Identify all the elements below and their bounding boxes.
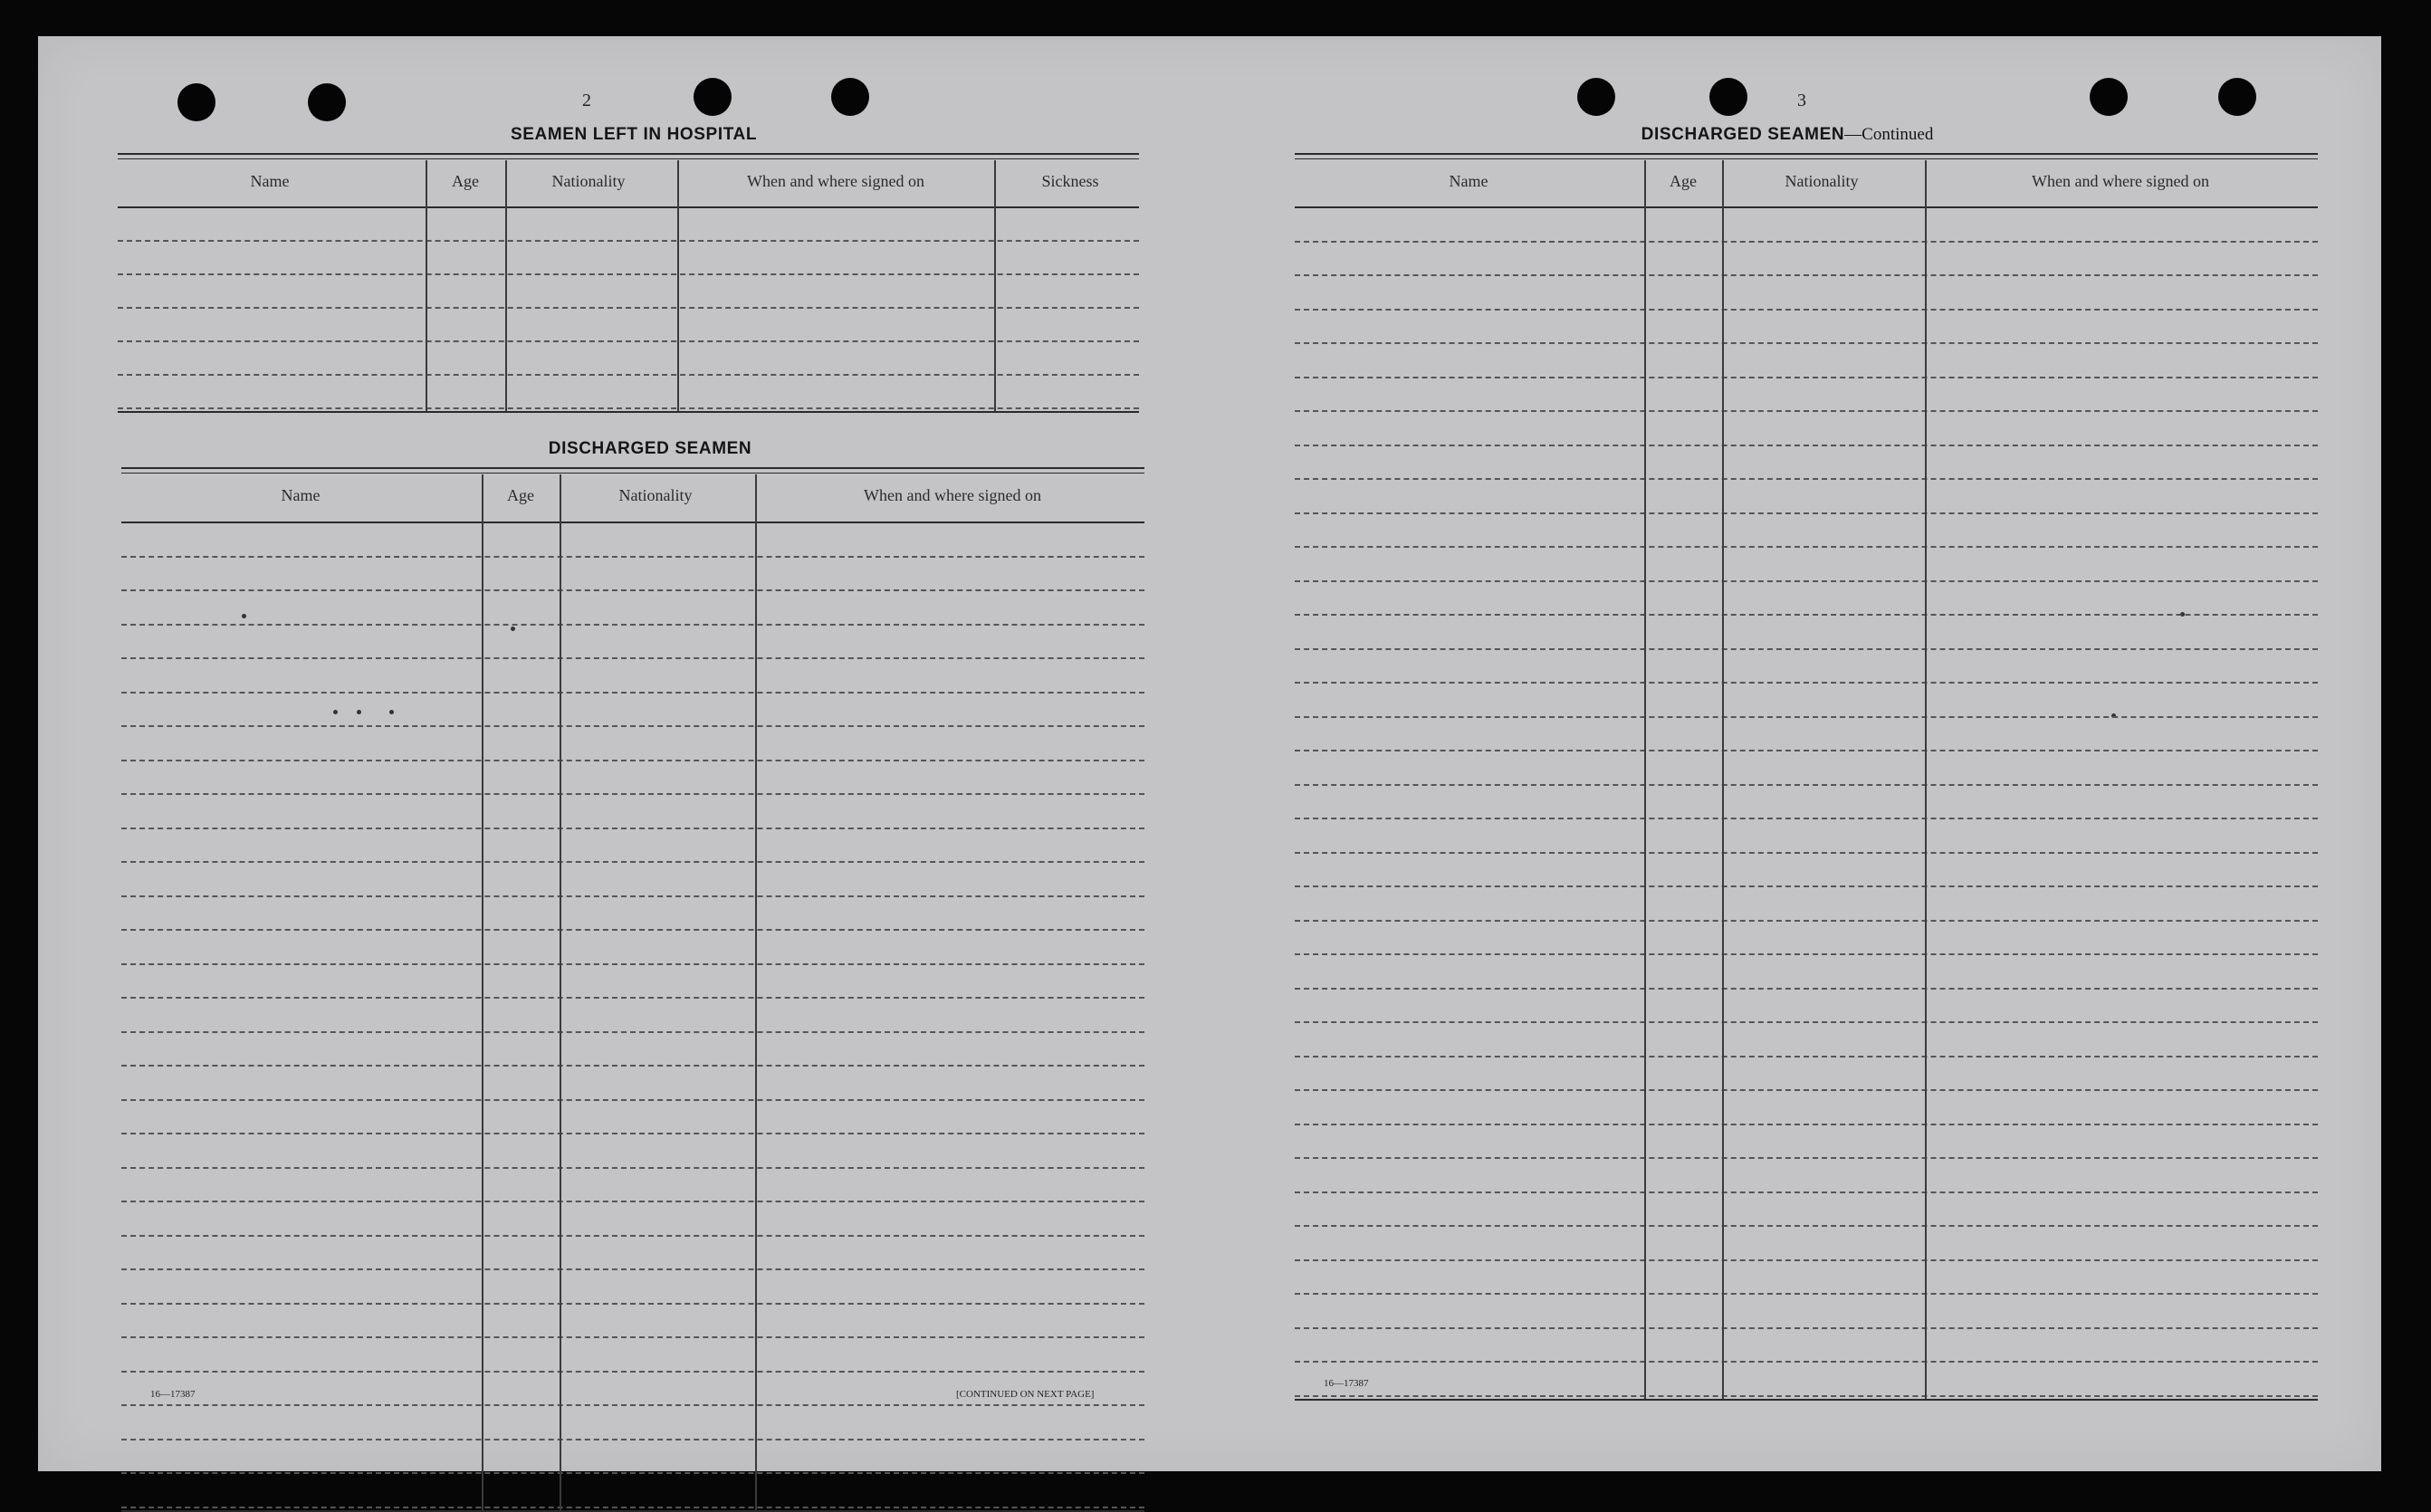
- right-col-name: Name: [1449, 172, 1488, 190]
- ruled-line: [1295, 818, 2318, 819]
- table-bottom-rule: [1295, 1399, 2318, 1401]
- binder-hole: [2090, 78, 2128, 116]
- ink-speck: [511, 627, 515, 631]
- column-divider: [755, 474, 757, 1510]
- ruled-line: [121, 725, 1144, 727]
- ruled-line: [1295, 445, 2318, 446]
- hospital-col-nationality: Nationality: [551, 172, 626, 190]
- ruled-line: [121, 1031, 1144, 1033]
- right-discharged-title-suffix: —Continued: [1844, 125, 1934, 144]
- ruled-line: [1295, 750, 2318, 751]
- ruled-line: [118, 374, 1139, 376]
- table-bottom-rule: [121, 1510, 1144, 1512]
- table-bottom-rule: [118, 411, 1139, 413]
- ruled-line: [1295, 682, 2318, 684]
- ruled-line: [1295, 1124, 2318, 1125]
- ruled-line: [121, 1404, 1144, 1406]
- ruled-line: [118, 407, 1139, 409]
- binder-hole: [1709, 78, 1747, 116]
- left-form-number: 16—17387: [150, 1389, 196, 1400]
- column-divider: [1925, 160, 1927, 1399]
- ruled-line: [121, 760, 1144, 761]
- ruled-line: [1295, 241, 2318, 243]
- column-divider: [560, 474, 561, 1510]
- ruled-line: [118, 307, 1139, 309]
- ruled-line: [1295, 1089, 2318, 1091]
- ruled-line: [1295, 988, 2318, 990]
- ruled-line: [121, 1439, 1144, 1440]
- ruled-line: [121, 1065, 1144, 1067]
- ruled-line: [1295, 274, 2318, 276]
- ruled-line: [1295, 1395, 2318, 1397]
- ruled-line: [121, 1235, 1144, 1237]
- discharged-col-name: Name: [281, 486, 321, 504]
- ink-speck: [242, 614, 246, 618]
- right-col-signed-on: When and where signed on: [2032, 172, 2209, 190]
- column-divider: [505, 160, 507, 411]
- right-form-number: 16—17387: [1324, 1378, 1369, 1389]
- discharged-section-title: DISCHARGED SEAMEN: [548, 439, 752, 458]
- left-page-number: 2: [582, 91, 591, 110]
- column-divider: [482, 474, 483, 1510]
- hospital-col-name: Name: [250, 172, 290, 190]
- ruled-line: [1295, 852, 2318, 854]
- column-divider: [1722, 160, 1724, 1399]
- continued-note: [CONTINUED ON NEXT PAGE]: [956, 1389, 1095, 1400]
- right-page-number: 3: [1797, 91, 1806, 110]
- hospital-col-sickness: Sickness: [1041, 172, 1099, 190]
- ruled-line: [121, 1201, 1144, 1202]
- ruled-line: [1295, 342, 2318, 344]
- ruled-line: [121, 1167, 1144, 1169]
- ruled-line: [1295, 920, 2318, 922]
- column-divider: [426, 160, 427, 411]
- ruled-line: [1295, 716, 2318, 718]
- ruled-line: [1295, 512, 2318, 514]
- ruled-line: [121, 692, 1144, 694]
- ruled-line: [1295, 1361, 2318, 1363]
- header-rule: [118, 206, 1139, 208]
- header-rule: [1295, 206, 2318, 208]
- ruled-line: [1295, 309, 2318, 311]
- ruled-line: [1295, 478, 2318, 480]
- ruled-line: [121, 1099, 1144, 1101]
- right-discharged-title-main: DISCHARGED SEAMEN: [1641, 125, 1845, 144]
- ruled-line: [121, 1371, 1144, 1373]
- ruled-line: [121, 1303, 1144, 1305]
- ruled-line: [118, 273, 1139, 275]
- ruled-line: [1295, 377, 2318, 378]
- ruled-line: [121, 1507, 1144, 1508]
- ruled-line: [1295, 1225, 2318, 1227]
- document-sheet: [38, 36, 2381, 1471]
- ruled-line: [121, 997, 1144, 999]
- hospital-col-signed-on: When and where signed on: [747, 172, 924, 190]
- ink-speck: [357, 710, 361, 714]
- discharged-col-signed-on: When and where signed on: [864, 486, 1041, 504]
- binder-hole: [831, 78, 869, 116]
- column-divider: [677, 160, 679, 411]
- discharged-col-nationality: Nationality: [618, 486, 693, 504]
- ruled-line: [1295, 1259, 2318, 1261]
- ruled-line: [121, 589, 1144, 591]
- ruled-line: [121, 828, 1144, 829]
- ruled-line: [121, 657, 1144, 659]
- ruled-line: [1295, 953, 2318, 955]
- ruled-line: [1295, 546, 2318, 548]
- ruled-line: [121, 963, 1144, 965]
- binder-hole: [2218, 78, 2256, 116]
- ruled-line: [1295, 1327, 2318, 1329]
- hospital-col-age: Age: [452, 172, 479, 190]
- binder-hole: [1577, 78, 1615, 116]
- header-rule: [121, 522, 1144, 523]
- column-divider: [994, 160, 996, 411]
- ink-speck: [333, 710, 338, 714]
- ruled-line: [121, 556, 1144, 558]
- ruled-line: [1295, 1293, 2318, 1295]
- ruled-line: [118, 340, 1139, 342]
- ruled-line: [118, 240, 1139, 242]
- ruled-line: [121, 929, 1144, 931]
- binder-hole: [177, 83, 215, 121]
- ruled-line: [121, 861, 1144, 863]
- binder-hole: [694, 78, 732, 116]
- ruled-line: [121, 1268, 1144, 1270]
- ruled-line: [1295, 784, 2318, 786]
- ruled-line: [1295, 1056, 2318, 1057]
- right-col-age: Age: [1670, 172, 1697, 190]
- ruled-line: [1295, 1191, 2318, 1193]
- ruled-line: [1295, 1021, 2318, 1023]
- binder-hole: [308, 83, 346, 121]
- ruled-line: [1295, 410, 2318, 412]
- ruled-line: [121, 793, 1144, 795]
- right-discharged-title: [1641, 125, 1934, 145]
- ruled-line: [1295, 580, 2318, 582]
- ruled-line: [1295, 1157, 2318, 1159]
- discharged-col-age: Age: [507, 486, 534, 504]
- ink-speck: [389, 710, 394, 714]
- ruled-line: [1295, 614, 2318, 616]
- column-divider: [1644, 160, 1646, 1399]
- ruled-line: [121, 1336, 1144, 1338]
- ruled-line: [1295, 648, 2318, 650]
- ruled-line: [121, 895, 1144, 897]
- ruled-line: [1295, 885, 2318, 887]
- ruled-line: [121, 1472, 1144, 1474]
- right-col-nationality: Nationality: [1785, 172, 1859, 190]
- ruled-line: [121, 624, 1144, 626]
- ruled-line: [121, 1133, 1144, 1134]
- hospital-section-title: SEAMEN LEFT IN HOSPITAL: [510, 125, 758, 144]
